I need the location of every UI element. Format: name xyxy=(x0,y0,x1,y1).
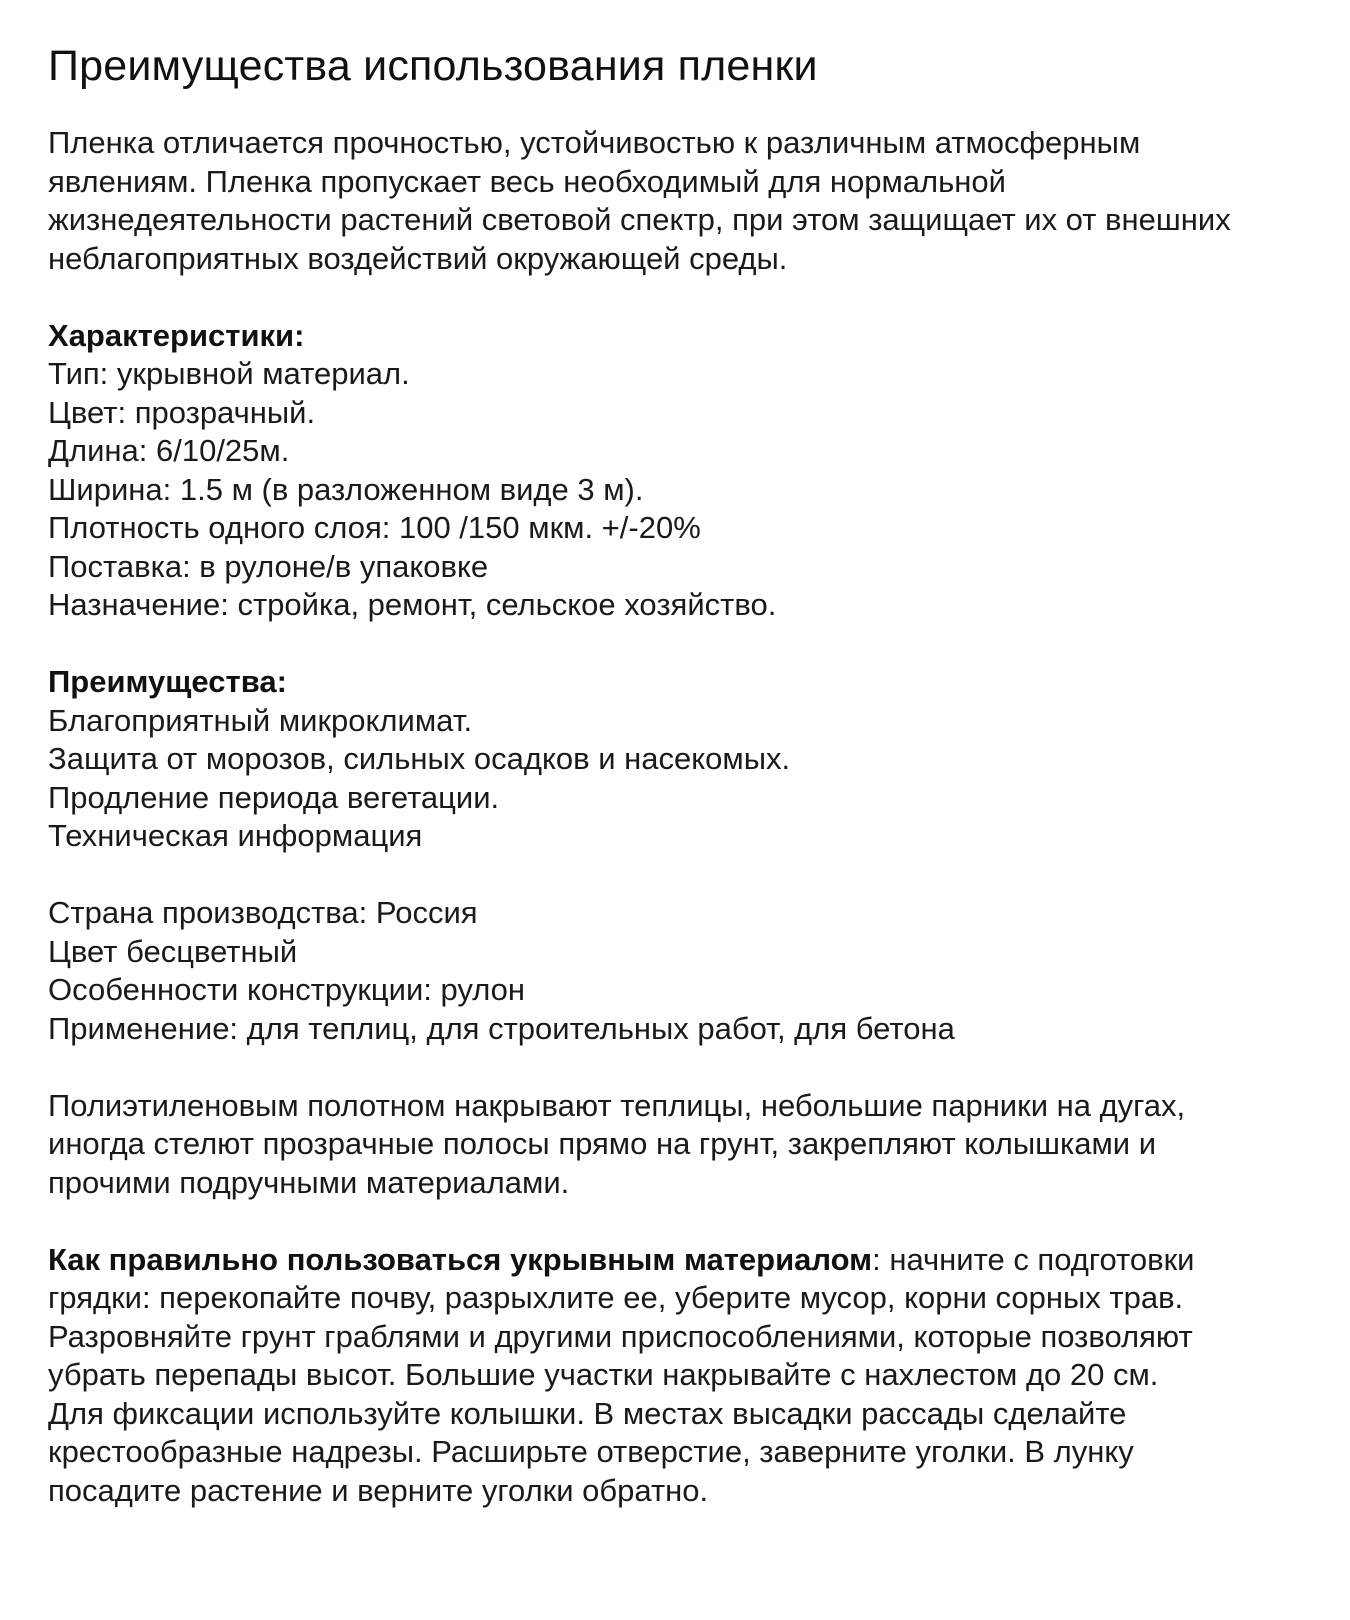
howto-line: Разровняйте грунт граблями и другими приспособлениями, которые позволяют xyxy=(48,1318,1193,1354)
spacer xyxy=(48,856,1338,895)
characteristics-heading: Характеристики: xyxy=(48,317,305,353)
intro-line: жизнедеятельности растений световой спектр, при этом защищает их от внешних xyxy=(48,202,1231,237)
technical-item: Применение: для теплиц, для строительных работ, для бетона xyxy=(48,1010,955,1046)
intro-line: неблагоприятных воздействий окружающей среды. xyxy=(48,240,788,276)
howto-heading: Как правильно пользоваться укрывным материалом xyxy=(48,1241,873,1277)
spacer xyxy=(48,1048,1338,1087)
spacer xyxy=(48,1202,1338,1241)
characteristic-item: Плотность одного слоя: 100 /150 мкм. +/-20% xyxy=(48,510,701,545)
intro-line: явлениям. Пленка пропускает весь необходимый для нормальной xyxy=(48,163,1006,199)
characteristic-item: Тип: укрывной материал. xyxy=(48,356,410,391)
spacer xyxy=(48,96,1338,124)
characteristic-item: Поставка: в рулоне/в упаковке xyxy=(48,548,489,584)
intro-line: Пленка отличается прочностью, устойчивостью к различным атмосферным xyxy=(48,125,1141,160)
howto-paragraph xyxy=(48,1241,1338,1511)
technical-item: Страна производства: Россия xyxy=(48,895,478,930)
product-description xyxy=(48,36,1338,1510)
spacer xyxy=(48,278,1338,317)
advantage-item: Защита от морозов, сильных осадков и насекомых. xyxy=(48,741,791,776)
howto-line: Для фиксации используйте колышки. В местах высадки рассады сделайте xyxy=(48,1395,1127,1431)
intro-paragraph xyxy=(48,124,1338,278)
usage-line: иногда стелют прозрачные полосы прямо на грунт, закрепляют колышками и xyxy=(48,1126,1157,1161)
howto-line: крестообразные надрезы. Расширьте отверстие, заверните уголки. В лунку xyxy=(48,1434,1134,1469)
howto-line: грядки: перекопайте почву, разрыхлите ее, уберите мусор, корни сорных трав. xyxy=(48,1280,1184,1315)
usage-paragraph xyxy=(48,1087,1338,1203)
spacer xyxy=(48,625,1338,664)
characteristic-item: Назначение: стройка, ремонт, сельское хозяйство. xyxy=(48,587,777,622)
page-title: Преимущества использования пленки xyxy=(48,42,818,90)
characteristic-item: Длина: 6/10/25м. xyxy=(48,433,290,468)
technical-section xyxy=(48,894,1338,1048)
howto-first-line-text: : начните с подготовки xyxy=(872,1241,1195,1277)
advantages-heading: Преимущества: xyxy=(48,664,287,699)
usage-line: Полиэтиленовым полотном накрывают теплицы, небольшие парники на дугах, xyxy=(48,1087,1186,1123)
technical-item: Особенности конструкции: рулон xyxy=(48,972,526,1007)
characteristic-item: Цвет: прозрачный. xyxy=(48,394,316,430)
howto-line: посадите растение и верните уголки обратно. xyxy=(48,1472,709,1508)
usage-line: прочими подручными материалами. xyxy=(48,1164,570,1200)
howto-first-line xyxy=(48,1241,1338,1280)
howto-line: убрать перепады высот. Большие участки накрывайте с нахлестом до 20 см. xyxy=(48,1357,1159,1392)
characteristics-section xyxy=(48,317,1338,625)
advantage-item: Продление периода вегетации. xyxy=(48,779,500,815)
technical-item: Цвет бесцветный xyxy=(48,933,298,969)
advantage-item: Благоприятный микроклимат. xyxy=(48,702,473,738)
advantages-section xyxy=(48,663,1338,856)
advantage-item: Техническая информация xyxy=(48,818,423,853)
characteristic-item: Ширина: 1.5 м (в разложенном виде 3 м). xyxy=(48,471,644,507)
